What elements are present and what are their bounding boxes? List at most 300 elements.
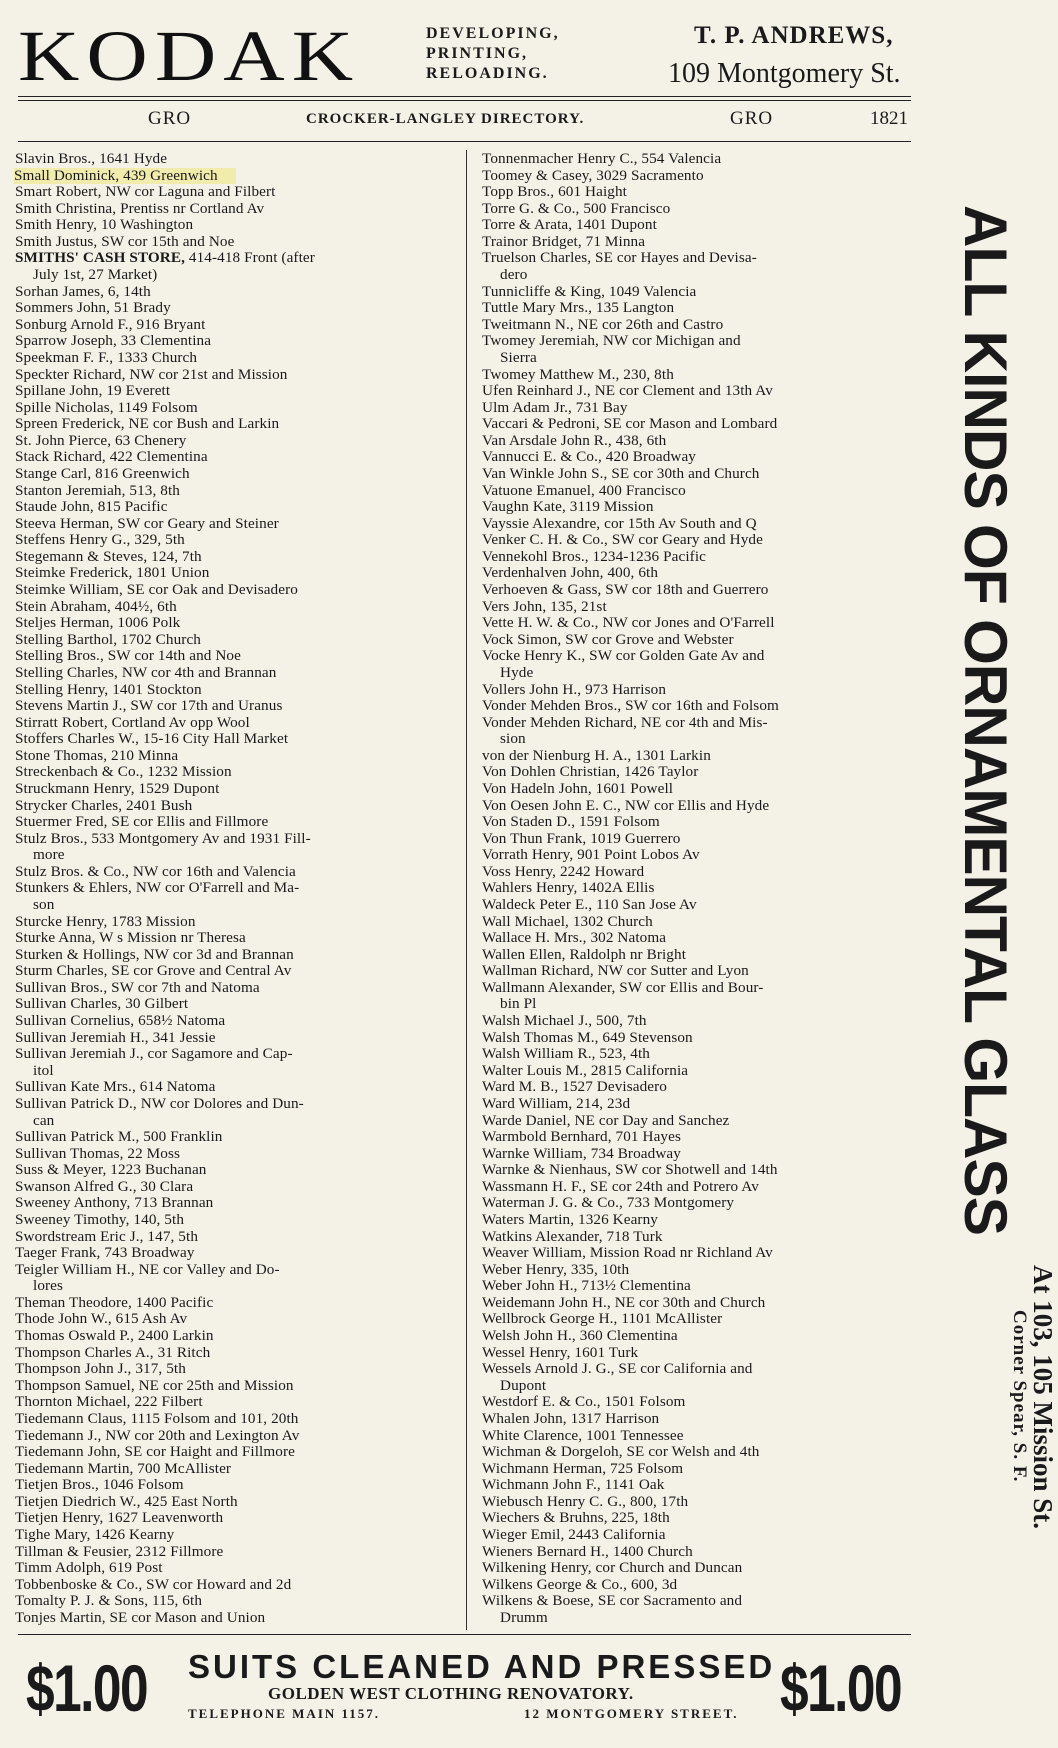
entry-text: 414-418 Front (after xyxy=(185,249,315,267)
directory-entry xyxy=(482,648,922,681)
entry-text: Vollers John H., 973 Harrison xyxy=(482,680,667,698)
directory-entry xyxy=(482,1593,922,1626)
entry-text: Tiedemann John, SE cor Haight and Fillmore xyxy=(15,1443,295,1461)
page-number: 1821 xyxy=(870,108,908,129)
directory-entry xyxy=(482,1096,922,1113)
entry-text: Vers John, 135, 21st xyxy=(482,597,607,615)
entry-text: Weaver William, Mission Road nr Richland Av xyxy=(482,1244,773,1262)
entry-text: Voss Henry, 2242 Howard xyxy=(482,862,645,880)
kodak-proprietor: T. P. ANDREWS, xyxy=(694,22,894,49)
entry-text: Watkins Alexander, 718 Turk xyxy=(482,1227,663,1245)
directory-entry xyxy=(15,731,455,748)
directory-entry xyxy=(482,880,922,897)
directory-entry xyxy=(482,1079,922,1096)
entry-text: Vaccari & Pedroni, SE cor Mason and Lombard xyxy=(482,415,778,433)
price-right: $1.00 xyxy=(780,1651,902,1725)
directory-entry xyxy=(15,400,455,417)
directory-entry xyxy=(15,1229,455,1246)
suits-headline: SUITS CLEANED AND PRESSED xyxy=(188,1648,776,1685)
entry-text: Theman Theodore, 1400 Pacific xyxy=(15,1293,214,1311)
entry-text: Walsh William R., 523, 4th xyxy=(482,1045,650,1063)
directory-entry xyxy=(482,499,922,516)
entry-text: Ward William, 214, 23d xyxy=(482,1094,631,1112)
directory-entry xyxy=(15,1577,455,1594)
entry-text: Tomalty P. J. & Sons, 115, 6th xyxy=(15,1592,203,1610)
entry-text: Stone Thomas, 210 Minna xyxy=(15,746,179,764)
entry-text: Sullivan Cornelius, 658½ Natoma xyxy=(15,1012,226,1030)
entry-text: Sturm Charles, SE cor Grove and Central Av xyxy=(15,962,292,980)
entry-text: Wahlers Henry, 1402A Ellis xyxy=(482,879,655,897)
entry-text: Verdenhalven John, 400, 6th xyxy=(482,564,659,582)
entry-text: Teigler William H., NE cor Valley and Do- xyxy=(15,1260,280,1278)
entry-text: Wichman & Dorgeloh, SE cor Welsh and 4th xyxy=(482,1443,760,1461)
directory-entry xyxy=(15,367,455,384)
entry-text: Von Oesen John E. C., NW cor Ellis and Hyde xyxy=(482,796,770,814)
entry-text: Slavin Bros., 1641 Hyde xyxy=(15,150,168,167)
entry-text: Sullivan Jeremiah H., 341 Jessie xyxy=(15,1028,216,1046)
entry-continuation: bin Pl xyxy=(500,995,537,1013)
directory-entry xyxy=(482,532,922,549)
entry-text: Verhoeven & Gass, SW cor 18th and Guerrero xyxy=(482,581,769,599)
directory-entry xyxy=(482,1527,922,1544)
entry-text: Welsh John H., 360 Clementina xyxy=(482,1327,678,1345)
directory-entry xyxy=(15,433,455,450)
directory-entry xyxy=(15,383,455,400)
directory-entry xyxy=(482,615,922,632)
directory-entry xyxy=(482,715,922,748)
entry-text: Twomey Matthew M., 230, 8th xyxy=(482,365,674,383)
entry-continuation: Dupont xyxy=(500,1376,547,1394)
entry-text: Wassmann H. F., SE cor 24th and Potrero Av xyxy=(482,1177,759,1195)
entry-text: Stulz Bros. & Co., NW cor 16th and Valencia xyxy=(15,862,296,880)
entry-text: Sommers John, 51 Brady xyxy=(15,299,171,317)
directory-entry xyxy=(15,1345,455,1362)
entry-text: Weber Henry, 335, 10th xyxy=(482,1260,630,1278)
entry-text: Ward M. B., 1527 Devisadero xyxy=(482,1078,667,1096)
directory-entry xyxy=(15,466,455,483)
directory-entry xyxy=(15,1079,455,1096)
entry-text: Sweeney Anthony, 713 Brannan xyxy=(15,1194,214,1212)
directory-entry xyxy=(482,1129,922,1146)
entry-text: Thompson Samuel, NE cor 25th and Mission xyxy=(15,1376,294,1394)
directory-entry xyxy=(482,748,922,765)
entry-text: Tweitmann N., NE cor 26th and Castro xyxy=(482,315,724,333)
entry-text: Walsh Thomas M., 649 Stevenson xyxy=(482,1028,693,1046)
directory-entry xyxy=(15,1013,455,1030)
directory-entry xyxy=(15,499,455,516)
directory-entry xyxy=(482,449,922,466)
directory-entry xyxy=(15,300,455,317)
entry-text: Sullivan Jeremiah J., cor Sagamore and Cap- xyxy=(15,1045,293,1063)
entry-text: Wallman Richard, NW cor Sutter and Lyon xyxy=(482,962,749,980)
directory-entry xyxy=(482,300,922,317)
directory-entry xyxy=(482,1560,922,1577)
directory-entry xyxy=(15,1610,455,1627)
directory-entry xyxy=(15,781,455,798)
directory-entry xyxy=(15,317,455,334)
directory-entry xyxy=(482,1030,922,1047)
entry-text: Wilkening Henry, cor Church and Duncan xyxy=(482,1559,743,1577)
service-developing: DEVELOPING, xyxy=(426,25,560,42)
service-printing: PRINTING, xyxy=(426,45,529,62)
directory-entry xyxy=(15,333,455,350)
entry-text: Waters Martin, 1326 Kearny xyxy=(482,1211,658,1228)
directory-entry xyxy=(482,1113,922,1130)
entry-text: Venker C. H. & Co., SW cor Geary and Hyde xyxy=(482,531,763,549)
entry-text: Tietjen Diedrich W., 425 East North xyxy=(15,1492,238,1510)
directory-entry xyxy=(482,1328,922,1345)
entry-text: Stevens Martin J., SW cor 17th and Uranus xyxy=(15,697,283,715)
entry-continuation: lores xyxy=(33,1277,64,1295)
directory-entry xyxy=(482,1477,922,1494)
directory-entry xyxy=(15,1461,455,1478)
directory-entry xyxy=(15,980,455,997)
directory-entry xyxy=(482,433,922,450)
directory-entry xyxy=(15,963,455,980)
entry-text: Wichmann Herman, 725 Folsom xyxy=(482,1459,684,1477)
directory-entry xyxy=(15,748,455,765)
entry-text: Sweeney Timothy, 140, 5th xyxy=(15,1211,185,1228)
directory-entry xyxy=(15,1444,455,1461)
directory-entry xyxy=(15,864,455,881)
entry-text: Stelling Barthol, 1702 Church xyxy=(15,630,201,648)
entry-name: SMITHS' CASH STORE, xyxy=(15,249,186,267)
entry-text: Walsh Michael J., 500, 7th xyxy=(482,1012,647,1030)
entry-text: Stelling Charles, NW cor 4th and Brannan xyxy=(15,663,277,681)
directory-entry xyxy=(15,880,455,913)
entry-text: Von Staden D., 1591 Folsom xyxy=(482,813,660,831)
directory-entry xyxy=(482,864,922,881)
directory-entry xyxy=(482,1229,922,1246)
entry-text: Wellbrock George H., 1101 McAllister xyxy=(482,1310,723,1328)
directory-entry xyxy=(15,1046,455,1079)
directory-entry xyxy=(15,764,455,781)
header-rule-bottom xyxy=(18,141,911,142)
entry-text: White Clarence, 1001 Tennessee xyxy=(482,1426,684,1444)
directory-entry xyxy=(482,1063,922,1080)
directory-entry xyxy=(482,1394,922,1411)
directory-entry xyxy=(482,1444,922,1461)
entry-text: Vette H. W. & Co., NW cor Jones and O'Farrell xyxy=(482,614,775,632)
directory-entry xyxy=(482,698,922,715)
entry-text: Staude John, 815 Pacific xyxy=(15,498,168,516)
kodak-address: 109 Montgomery St. xyxy=(668,58,901,89)
entry-text: Tiedemann Claus, 1115 Folsom and 101, 20th xyxy=(15,1409,299,1427)
directory-entry xyxy=(15,1560,455,1577)
entry-continuation: July 1st, 27 Market) xyxy=(33,266,158,284)
directory-entry xyxy=(15,1593,455,1610)
glass-ad-corner: Corner Spear, S. F. xyxy=(1009,1310,1030,1483)
entry-text: Torre & Arata, 1401 Dupont xyxy=(482,216,657,234)
directory-entry xyxy=(15,184,455,201)
entry-text: Sullivan Patrick D., NW cor Dolores and Dun- xyxy=(15,1094,304,1112)
directory-entry xyxy=(15,682,455,699)
entry-text: Wieger Emil, 2443 California xyxy=(482,1525,666,1543)
street-address: 12 MONTGOMERY STREET. xyxy=(524,1706,739,1721)
directory-entry xyxy=(482,1494,922,1511)
entry-text: Von Thun Frank, 1019 Guerrero xyxy=(482,829,681,847)
entry-text: Westdorf E. & Co., 1501 Folsom xyxy=(482,1393,686,1411)
guide-word-right: GRO xyxy=(730,108,774,129)
directory-entry xyxy=(482,400,922,417)
running-header xyxy=(18,106,911,134)
directory-entry xyxy=(15,1361,455,1378)
header-rule-top xyxy=(18,96,911,97)
entry-text: Speekman F. F., 1333 Church xyxy=(15,348,198,366)
directory-entry xyxy=(15,1510,455,1527)
entry-text: Wilkens George & Co., 600, 3d xyxy=(482,1575,678,1593)
directory-entry xyxy=(482,682,922,699)
directory-entry xyxy=(482,1146,922,1163)
price-left: $1.00 xyxy=(26,1651,148,1725)
directory-entry xyxy=(15,1162,455,1179)
directory-entry xyxy=(482,1577,922,1594)
directory-entry xyxy=(15,516,455,533)
entry-text: Tighe Mary, 1426 Kearny xyxy=(15,1525,175,1543)
entry-text: Toomey & Casey, 3029 Sacramento xyxy=(482,166,704,184)
entry-text: Wilkens & Boese, SE cor Sacramento and xyxy=(482,1592,743,1610)
directory-entry xyxy=(482,516,922,533)
entry-text: Steimke Frederick, 1801 Union xyxy=(15,564,210,582)
entry-text: Streckenbach & Co., 1232 Mission xyxy=(15,763,232,781)
entry-text: Stein Abraham, 404½, 6th xyxy=(15,597,177,615)
directory-entry xyxy=(15,217,455,234)
directory-entry xyxy=(15,483,455,500)
directory-entry xyxy=(482,1461,922,1478)
entry-text: Vennekohl Bros., 1234-1236 Pacific xyxy=(482,547,707,565)
entry-text: Tuttle Mary Mrs., 135 Langton xyxy=(482,299,675,317)
entry-text: Thompson Charles A., 31 Ritch xyxy=(15,1343,211,1361)
entry-text: Tonjes Martin, SE cor Mason and Union xyxy=(15,1608,266,1626)
entry-text: Tiedemann J., NW cor 20th and Lexington Av xyxy=(15,1426,300,1444)
directory-entry xyxy=(482,798,922,815)
directory-entry xyxy=(15,1394,455,1411)
directory-entry xyxy=(15,151,455,168)
entry-text: Ufen Reinhard J., NE cor Clement and 13th Av xyxy=(482,382,773,400)
entry-text: Vock Simon, SW cor Grove and Webster xyxy=(482,630,734,648)
directory-entry xyxy=(482,284,922,301)
directory-entry xyxy=(482,250,922,283)
directory-entry xyxy=(482,333,922,366)
directory-entry xyxy=(482,1212,922,1229)
directory-entry xyxy=(15,1146,455,1163)
entry-text: Twomey Jeremiah, NW cor Michigan and xyxy=(482,332,741,350)
directory-entry xyxy=(482,1510,922,1527)
entry-text: Steffens Henry G., 329, 5th xyxy=(15,531,185,549)
directory-entry xyxy=(15,234,455,251)
entry-text: Vatuone Emanuel, 400 Francisco xyxy=(482,481,686,499)
entry-text: Tietjen Henry, 1627 Leavenworth xyxy=(15,1509,224,1527)
directory-entry xyxy=(482,317,922,334)
company-name: GOLDEN WEST CLOTHING RENOVATORY. xyxy=(268,1684,634,1703)
directory-entry xyxy=(15,1477,455,1494)
entry-text: Spille Nicholas, 1149 Folsom xyxy=(15,398,198,416)
entry-text: Warnke William, 734 Broadway xyxy=(482,1144,681,1162)
glass-ad-headline: ALL KINDS OF ORNAMENTAL GLASS xyxy=(952,205,1019,1235)
directory-entry xyxy=(15,1311,455,1328)
directory-entry xyxy=(482,847,922,864)
entry-text: Smart Robert, NW cor Laguna and Filbert xyxy=(15,183,276,201)
entry-text: Speckter Richard, NW cor 21st and Mission xyxy=(15,365,288,383)
entry-text: Taeger Frank, 743 Broadway xyxy=(15,1244,195,1262)
telephone: TELEPHONE MAIN 1157. xyxy=(188,1706,381,1721)
entry-text: Stulz Bros., 533 Montgomery Av and 1931 Fill- xyxy=(15,829,311,847)
entry-text: Vonder Mehden Richard, NE cor 4th and Mis- xyxy=(482,713,768,731)
service-reloading: RELOADING. xyxy=(426,65,549,82)
suits-advertisement xyxy=(18,1640,918,1740)
directory-entry xyxy=(15,698,455,715)
directory-entry xyxy=(15,1411,455,1428)
directory-entry xyxy=(482,947,922,964)
directory-entry xyxy=(482,814,922,831)
entry-text: Vonder Mehden Bros., SW cor 16th and Folsom xyxy=(482,697,779,715)
entry-text: Whalen John, 1317 Harrison xyxy=(482,1409,660,1427)
kodak-advertisement xyxy=(18,16,918,96)
directory-entry xyxy=(15,831,455,864)
directory-entry xyxy=(482,1013,922,1030)
entry-text: Weber John H., 713½ Clementina xyxy=(482,1277,691,1295)
directory-entry xyxy=(15,1245,455,1262)
directory-entry xyxy=(482,201,922,218)
directory-entry xyxy=(482,781,922,798)
directory-entry xyxy=(482,1245,922,1262)
entry-text: Sparrow Joseph, 33 Clementina xyxy=(15,332,212,350)
directory-entry xyxy=(482,1262,922,1279)
directory-entry xyxy=(482,1162,922,1179)
entry-text: Sturke Anna, W s Mission nr Theresa xyxy=(15,929,246,947)
directory-entry xyxy=(15,168,455,185)
entry-text: Timm Adolph, 619 Post xyxy=(15,1559,163,1577)
directory-entry xyxy=(15,284,455,301)
directory-entry xyxy=(482,1345,922,1362)
directory-entry xyxy=(15,549,455,566)
directory-entry xyxy=(482,582,922,599)
entry-text: Waldeck Peter E., 110 San Jose Av xyxy=(482,896,697,914)
directory-entry xyxy=(482,1544,922,1561)
entry-text: Tiedemann Martin, 700 McAllister xyxy=(15,1459,232,1477)
directory-entry xyxy=(482,1179,922,1196)
entry-text: Stunkers & Ehlers, NW cor O'Farrell and Ma- xyxy=(15,879,300,897)
directory-entry xyxy=(15,715,455,732)
entry-continuation: itol xyxy=(33,1061,54,1079)
directory-entry xyxy=(482,1411,922,1428)
directory-entry xyxy=(482,1195,922,1212)
directory-entry xyxy=(482,483,922,500)
entry-text: Thompson John J., 317, 5th xyxy=(15,1360,186,1378)
entry-text: Smith Justus, SW cor 15th and Noe xyxy=(15,232,235,250)
directory-entry xyxy=(482,367,922,384)
entry-text: Wichmann John F., 1141 Oak xyxy=(482,1476,665,1494)
directory-entry xyxy=(482,831,922,848)
directory-entry xyxy=(15,1527,455,1544)
directory-entry xyxy=(482,1428,922,1445)
directory-entry xyxy=(482,1295,922,1312)
entry-text: Wieners Bernard H., 1400 Church xyxy=(482,1542,693,1560)
entry-text: Stoffers Charles W., 15-16 City Hall Market xyxy=(15,730,289,748)
directory-entry xyxy=(15,599,455,616)
entry-text: Vorrath Henry, 901 Point Lobos Av xyxy=(482,846,700,864)
directory-entry xyxy=(15,1378,455,1395)
directory-entry xyxy=(15,914,455,931)
directory-entry xyxy=(482,565,922,582)
entry-text: Von Hadeln John, 1601 Powell xyxy=(482,779,674,797)
glass-ad-address: At 103, 105 Mission St. xyxy=(1028,1265,1058,1530)
entry-text: Warnke & Nienhaus, SW cor Shotwell and 14th xyxy=(482,1161,778,1179)
directory-entry xyxy=(482,599,922,616)
entry-text: Strycker Charles, 2401 Bush xyxy=(15,796,193,814)
entry-text: Stuermer Fred, SE cor Ellis and Fillmore xyxy=(15,813,269,831)
entry-text: Wallace H. Mrs., 302 Natoma xyxy=(482,929,667,947)
entry-continuation: Sierra xyxy=(500,348,537,366)
directory-entry xyxy=(482,1311,922,1328)
entry-text: Swanson Alfred G., 30 Clara xyxy=(15,1177,194,1195)
directory-entry xyxy=(15,930,455,947)
entry-text: Tietjen Bros., 1046 Folsom xyxy=(15,1476,184,1494)
entry-text: Topp Bros., 601 Haight xyxy=(482,183,627,201)
directory-entry xyxy=(482,897,922,914)
entry-text: Struckmann Henry, 1529 Dupont xyxy=(15,779,220,797)
entry-text: Stelling Bros., SW cor 14th and Noe xyxy=(15,647,241,665)
entry-text: Wall Michael, 1302 Church xyxy=(482,912,653,930)
entry-text: Walter Louis M., 2815 California xyxy=(482,1061,689,1079)
directory-entry xyxy=(15,665,455,682)
directory-entry xyxy=(15,1494,455,1511)
directory-entry xyxy=(15,350,455,367)
directory-entry xyxy=(15,1328,455,1345)
entry-continuation: sion xyxy=(500,730,526,748)
kodak-services xyxy=(426,24,560,84)
entry-text: Truelson Charles, SE cor Hayes and Devisa- xyxy=(482,249,757,267)
entry-text: Wiebusch Henry C. G., 800, 17th xyxy=(482,1492,689,1510)
entry-text: Warde Daniel, NE cor Day and Sanchez xyxy=(482,1111,730,1129)
entry-text: Sullivan Charles, 30 Gilbert xyxy=(15,995,189,1013)
directory-entry xyxy=(482,466,922,483)
entry-text: Stegemann & Steves, 124, 7th xyxy=(15,547,202,565)
entry-text: Thornton Michael, 222 Filbert xyxy=(15,1393,203,1411)
entry-text: Sullivan Thomas, 22 Moss xyxy=(15,1144,180,1162)
entry-text: von der Nienburg H. A., 1301 Larkin xyxy=(482,746,711,764)
entry-text: Wallmann Alexander, SW cor Ellis and Bour- xyxy=(482,978,764,996)
entry-text: Small Dominick, 439 Greenwich xyxy=(14,166,218,184)
entry-text: Steimke William, SE cor Oak and Devisadero xyxy=(15,581,298,599)
directory-entry xyxy=(15,814,455,831)
directory-entry xyxy=(482,632,922,649)
entry-text: Trainor Bridget, 71 Minna xyxy=(482,232,646,250)
header-rule-top-2 xyxy=(18,100,911,101)
entry-text: Stelling Henry, 1401 Stockton xyxy=(15,680,202,698)
directory-entry xyxy=(482,930,922,947)
directory-entry xyxy=(15,1179,455,1196)
left-column xyxy=(15,151,455,1626)
entry-text: Van Arsdale John R., 438, 6th xyxy=(482,431,667,449)
directory-entry xyxy=(482,764,922,781)
column-divider xyxy=(466,150,467,1630)
directory-entry xyxy=(15,565,455,582)
directory-entry xyxy=(15,996,455,1013)
entry-text: Smith Henry, 10 Washington xyxy=(15,216,194,234)
entry-text: Suss & Meyer, 1223 Buchanan xyxy=(15,1161,207,1179)
entry-text: Tunnicliffe & King, 1049 Valencia xyxy=(482,282,697,300)
directory-entry xyxy=(15,201,455,218)
entry-text: Steeva Herman, SW cor Geary and Steiner xyxy=(15,514,279,532)
entry-continuation: more xyxy=(33,846,65,864)
kodak-brand: KODAK xyxy=(18,16,361,96)
entry-text: Vocke Henry K., SW cor Golden Gate Av and xyxy=(482,647,765,665)
entry-text: Sturcke Henry, 1783 Mission xyxy=(15,912,196,930)
glass-advertisement xyxy=(930,205,1058,1605)
directory-entry xyxy=(482,980,922,1013)
directory-entry xyxy=(482,168,922,185)
